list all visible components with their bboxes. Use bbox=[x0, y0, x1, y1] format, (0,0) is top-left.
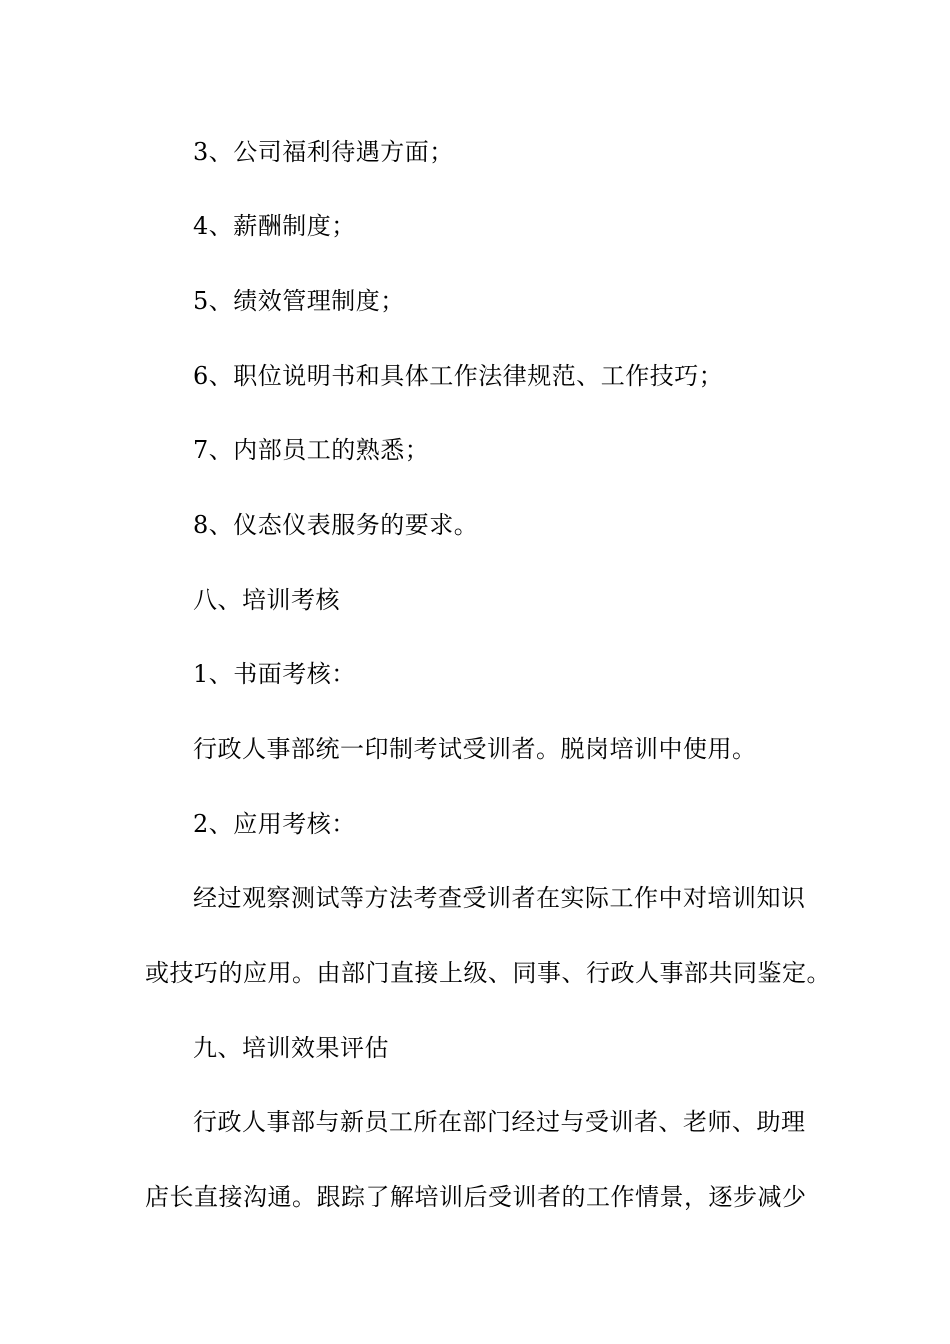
section-heading-training-assessment: 八、培训考核 bbox=[193, 586, 340, 614]
section-heading-effect-evaluation: 九、培训效果评估 bbox=[193, 1034, 389, 1062]
paragraph-applied-assessment-line-1: 经过观察测试等方法考查受训者在实际工作中对培训知识 bbox=[193, 884, 806, 912]
list-item-staff-familiarity: 7、内部员工的熟悉； bbox=[193, 436, 430, 464]
paragraph-written-assessment: 行政人事部统一印制考试受训者。脱岗培训中使用。 bbox=[193, 735, 757, 763]
list-item-job-description: 6、职位说明书和具体工作法律规范、工作技巧； bbox=[193, 362, 724, 390]
list-item-welfare: 3、公司福利待遇方面； bbox=[193, 138, 454, 166]
paragraph-evaluation-line-2: 店长直接沟通。跟踪了解培训后受训者的工作情景，逐步减少 bbox=[145, 1183, 807, 1211]
list-item-performance: 5、绩效管理制度； bbox=[193, 287, 405, 315]
subheading-applied-assessment: 2、应用考核： bbox=[193, 810, 356, 838]
subheading-written-assessment: 1、书面考核： bbox=[193, 660, 356, 688]
list-item-etiquette: 8、仪态仪表服务的要求。 bbox=[193, 511, 479, 539]
paragraph-evaluation-line-1: 行政人事部与新员工所在部门经过与受训者、老师、助理 bbox=[193, 1108, 806, 1136]
list-item-salary: 4、薪酬制度； bbox=[193, 212, 356, 240]
paragraph-applied-assessment-line-2: 或技巧的应用。由部门直接上级、同事、行政人事部共同鉴定。 bbox=[145, 959, 831, 987]
